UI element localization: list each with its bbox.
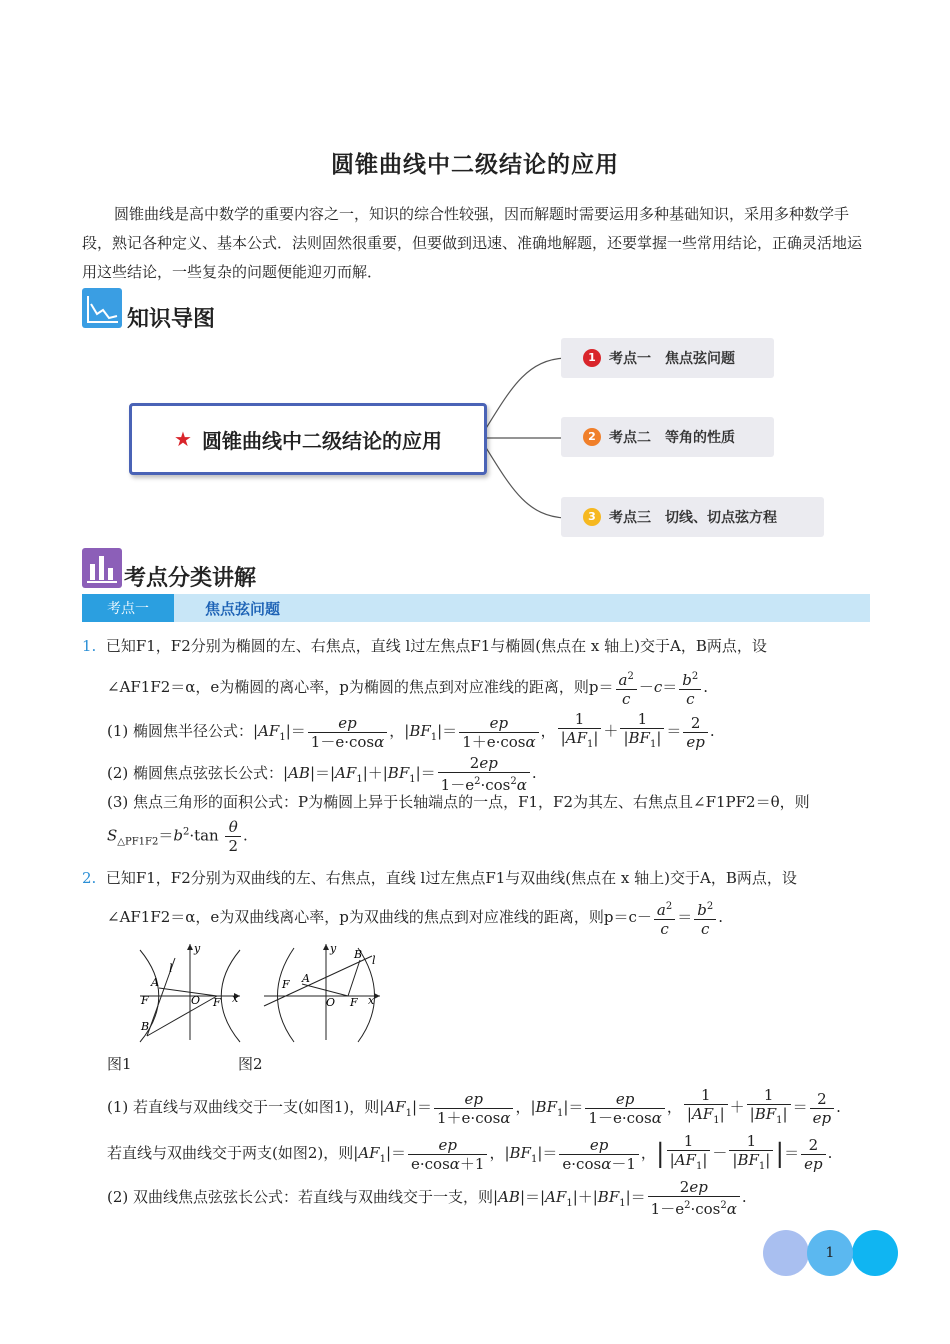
- section-heading-mindmap: 知识导图: [127, 307, 216, 332]
- q2-item1b: 若直线与双曲线交于两支(如图2)，则$|AF_1|=$ $\frac{ep}{e\cdot\cos\alpha+1}$ ，$|BF_1|=$ $\frac{ep}{e\cdot\cos\alpha-1}$ ，| $\frac{1}{|AF_1|}$ － $\frac{1}{|BF_1|}$ |＝ $\frac{2}{ep}$ .: [107, 1132, 833, 1173]
- figure-2-hyperbola: [262, 940, 384, 1046]
- svg-text:A: A: [151, 976, 159, 989]
- svg-text:O: O: [326, 996, 336, 1009]
- svg-text:F: F: [141, 994, 149, 1007]
- svg-text:B: B: [354, 948, 363, 961]
- svg-text:O: O: [191, 994, 201, 1007]
- svg-text:y: y: [330, 942, 337, 955]
- q1-item2: (2) 椭圆焦点弦弦长公式：$|AB|=|AF_1|+|BF_1|=$ $\frac{2ep}{1-e^2\cdot\cos^2\alpha}$ .: [107, 754, 537, 794]
- topic-band-label: 考点一: [82, 594, 174, 622]
- svg-text:F: F: [213, 996, 221, 1009]
- trend-chart-icon: [82, 288, 122, 328]
- q1-line2: ∠AF1F2＝α，e为椭圆的离心率，p为椭圆的焦点到对应准线的距离，则p＝ $\frac{a^2}{c}$ －c＝ $\frac{b^2}{c}$ .: [107, 668, 708, 708]
- svg-text:x: x: [368, 994, 375, 1007]
- q1-item3: (3) 焦点三角形的面积公式：P为椭圆上异于长轴端点的一点，F1，F2为其左、右焦点且∠F1PF2＝θ，则: [107, 793, 810, 811]
- svg-text:B: B: [141, 1020, 150, 1033]
- star-icon: ★: [174, 427, 192, 451]
- figure-2-caption: 图2: [238, 1055, 263, 1073]
- mindmap-connectors: [480, 350, 570, 530]
- svg-text:F: F: [282, 978, 290, 991]
- page-decoration-circle-3: [852, 1230, 898, 1276]
- q2-line1: 2. 已知F1，F2分别为双曲线的左、右焦点，直线 l过左焦点F1与双曲线(焦点在 x 轴上)交于A，B两点，设: [82, 869, 797, 887]
- svg-text:x: x: [232, 992, 239, 1005]
- topic-band-title: 焦点弦问题: [205, 599, 281, 618]
- q1-item1: (1) 椭圆焦半径公式：$|AF_1|=$ $\frac{ep}{1-e\cdot\cos\alpha}$ ，$|BF_1|=$ $\frac{ep}{1+e\cdot\cos\alpha}$ ， $\frac{1}{|AF_1|}$ ＋ $\frac{1}{|BF_1|}$ ＝ $\frac{2}{ep}$ .: [107, 710, 715, 751]
- mindmap-node-2: 2 考点二 等角的性质: [561, 417, 774, 457]
- topic-band: [82, 594, 870, 622]
- page-decoration-circle-1: [763, 1230, 809, 1276]
- q1-item3-formula: $S_{\triangle PF1F2}=b^2\cdot\tan$ $\frac{\theta}{2}$ .: [107, 818, 248, 855]
- q2-item2: (2) 双曲线焦点弦弦长公式：若直线与双曲线交于一支，则$|AB|=|AF_1|+|BF_1|=$ $\frac{2ep}{1-e^2\cdot\cos^2\alpha}$ .: [107, 1178, 747, 1218]
- intro-paragraph: 圆锥曲线是高中数学的重要内容之一，知识的综合性较强，因而解题时需要运用多种基础知识，采用多种数学手段，熟记各种定义、基本公式．法则固然很重要，但要做到迅速、准确地解题，还要掌握一些常用结论，正确灵活地运用这些结论，一些复杂的问题便能迎刃而解．: [82, 205, 863, 281]
- q2-line2: ∠AF1F2＝α，e为双曲线离心率，p为双曲线的焦点到对应准线的距离，则p＝c－ $\frac{a^2}{c}$ ＝ $\frac{b^2}{c}$ .: [107, 898, 723, 938]
- svg-text:F: F: [350, 996, 358, 1009]
- svg-text:l: l: [372, 954, 376, 967]
- svg-text:A: A: [302, 972, 310, 985]
- figure-1-hyperbola: [135, 940, 245, 1046]
- mindmap-node-3: 3 考点三 切线、切点弦方程: [561, 497, 824, 537]
- mindmap-center-node: ★ 圆锥曲线中二级结论的应用: [129, 403, 487, 475]
- page-title: 圆锥曲线中二级结论的应用: [331, 151, 619, 178]
- svg-text:y: y: [194, 942, 201, 955]
- q1-line1: 1. 已知F1，F2分别为椭圆的左、右焦点，直线 l过左焦点F1与椭圆(焦点在 x 轴上)交于A，B两点，设: [82, 637, 767, 655]
- mindmap-node-1: 1 考点一 焦点弦问题: [561, 338, 774, 378]
- figure-1-caption: 图1: [107, 1055, 132, 1073]
- svg-text:l: l: [169, 962, 173, 975]
- q2-item1: (1) 若直线与双曲线交于一支(如图1)，则$|AF_1|=$ $\frac{ep}{1+e\cdot\cos\alpha}$ ，$|BF_1|=$ $\frac{ep}{1-e\cdot\cos\alpha}$ ， $\frac{1}{|AF_1|}$ ＋ $\frac{1}{|BF_1|}$ ＝ $\frac{2}{ep}$ .: [107, 1086, 841, 1127]
- section-heading-classify: 考点分类讲解: [124, 566, 257, 591]
- page-number: 1: [825, 1245, 835, 1261]
- bar-chart-icon: [82, 548, 122, 588]
